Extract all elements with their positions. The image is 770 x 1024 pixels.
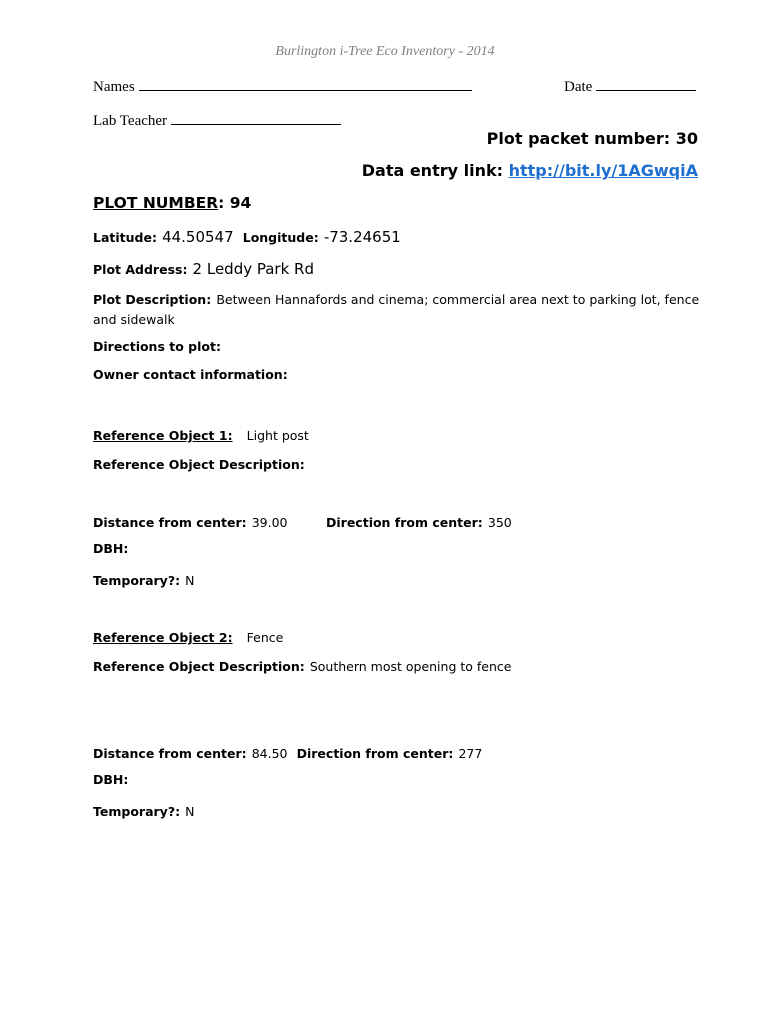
plot-number-colon: : bbox=[218, 194, 225, 212]
reference-object-1-distance-value: 39.00 bbox=[251, 515, 288, 530]
reference-object-1-name: Light post bbox=[246, 428, 309, 443]
plot-address-label: Plot Address: bbox=[93, 262, 188, 277]
reference-object-1-title: Reference Object 1: bbox=[93, 428, 233, 443]
owner-contact-label: Owner contact information: bbox=[93, 367, 288, 382]
plot-address-row bbox=[93, 259, 314, 278]
reference-object-1-distance-label: Distance from center: bbox=[93, 515, 247, 530]
longitude-value: -73.24651 bbox=[323, 228, 401, 246]
latitude-value: 44.50547 bbox=[162, 228, 234, 246]
plot-description-value: Between Hannafords and cinema; commercial area next to parking lot, fence and sidewalk bbox=[93, 292, 700, 327]
data-entry-row bbox=[362, 161, 698, 180]
latitude-label: Latitude: bbox=[93, 230, 157, 245]
reference-object-1-direction-label: Direction from center: bbox=[326, 515, 483, 530]
names-label: Names bbox=[93, 79, 135, 95]
date-field bbox=[564, 78, 696, 96]
reference-object-2-dbh-label: DBH: bbox=[93, 772, 129, 787]
reference-object-2-name: Fence bbox=[246, 630, 284, 645]
reference-object-1-dbh-label: DBH: bbox=[93, 541, 129, 556]
reference-object-2-distance-row bbox=[93, 743, 482, 762]
date-blank-line[interactable] bbox=[596, 78, 696, 91]
plot-address-value: 2 Leddy Park Rd bbox=[192, 260, 314, 278]
reference-object-2-temporary-value: N bbox=[185, 804, 195, 819]
plot-description-row bbox=[93, 289, 703, 329]
reference-object-2-direction-label: Direction from center: bbox=[296, 746, 454, 761]
reference-object-1-distance-row bbox=[93, 512, 288, 531]
reference-object-1-temporary-value: N bbox=[185, 573, 195, 588]
reference-object-1-temporary-label: Temporary?: bbox=[93, 573, 181, 588]
names-field bbox=[93, 78, 472, 96]
reference-object-1-description-row bbox=[93, 454, 305, 473]
reference-object-1-row bbox=[93, 425, 309, 444]
reference-object-2-description-value: Southern most opening to fence bbox=[309, 659, 512, 674]
reference-object-1-direction-value: 350 bbox=[487, 515, 512, 530]
data-entry-link[interactable]: http://bit.ly/1AGwqiA bbox=[508, 161, 698, 180]
packet-value: 30 bbox=[675, 129, 698, 148]
lab-teacher-label: Lab Teacher bbox=[93, 113, 168, 129]
reference-object-2-distance-label: Distance from center: bbox=[93, 746, 247, 761]
reference-object-1-description-label: Reference Object Description: bbox=[93, 457, 305, 472]
lab-teacher-field bbox=[93, 112, 341, 130]
directions-label: Directions to plot: bbox=[93, 339, 221, 354]
reference-object-1-temporary-row bbox=[93, 570, 195, 589]
reference-object-2-temporary-label: Temporary?: bbox=[93, 804, 181, 819]
plot-number-label: PLOT NUMBER bbox=[93, 194, 219, 212]
plot-packet-number bbox=[487, 129, 698, 148]
reference-object-2-description-row bbox=[93, 656, 511, 675]
reference-object-2-temporary-row bbox=[93, 801, 195, 820]
reference-object-1-direction-row bbox=[326, 512, 512, 531]
page-header-title: Burlington i-Tree Eco Inventory - 2014 bbox=[275, 44, 495, 59]
names-blank-line[interactable] bbox=[139, 78, 472, 91]
plot-description-label: Plot Description: bbox=[93, 292, 212, 307]
data-entry-label: Data entry link: bbox=[361, 161, 504, 180]
coordinates-row bbox=[93, 227, 401, 246]
lab-teacher-blank-line[interactable] bbox=[171, 112, 341, 125]
packet-label: Plot packet number: bbox=[486, 129, 671, 148]
reference-object-2-row bbox=[93, 627, 283, 646]
plot-number-heading bbox=[93, 194, 251, 212]
reference-object-2-direction-value: 277 bbox=[458, 746, 483, 761]
reference-object-2-description-label: Reference Object Description: bbox=[93, 659, 305, 674]
longitude-label: Longitude: bbox=[242, 230, 319, 245]
reference-object-2-distance-value: 84.50 bbox=[251, 746, 288, 761]
reference-object-2-title: Reference Object 2: bbox=[93, 630, 233, 645]
date-label: Date bbox=[564, 79, 593, 95]
plot-number-value: 94 bbox=[229, 194, 252, 212]
